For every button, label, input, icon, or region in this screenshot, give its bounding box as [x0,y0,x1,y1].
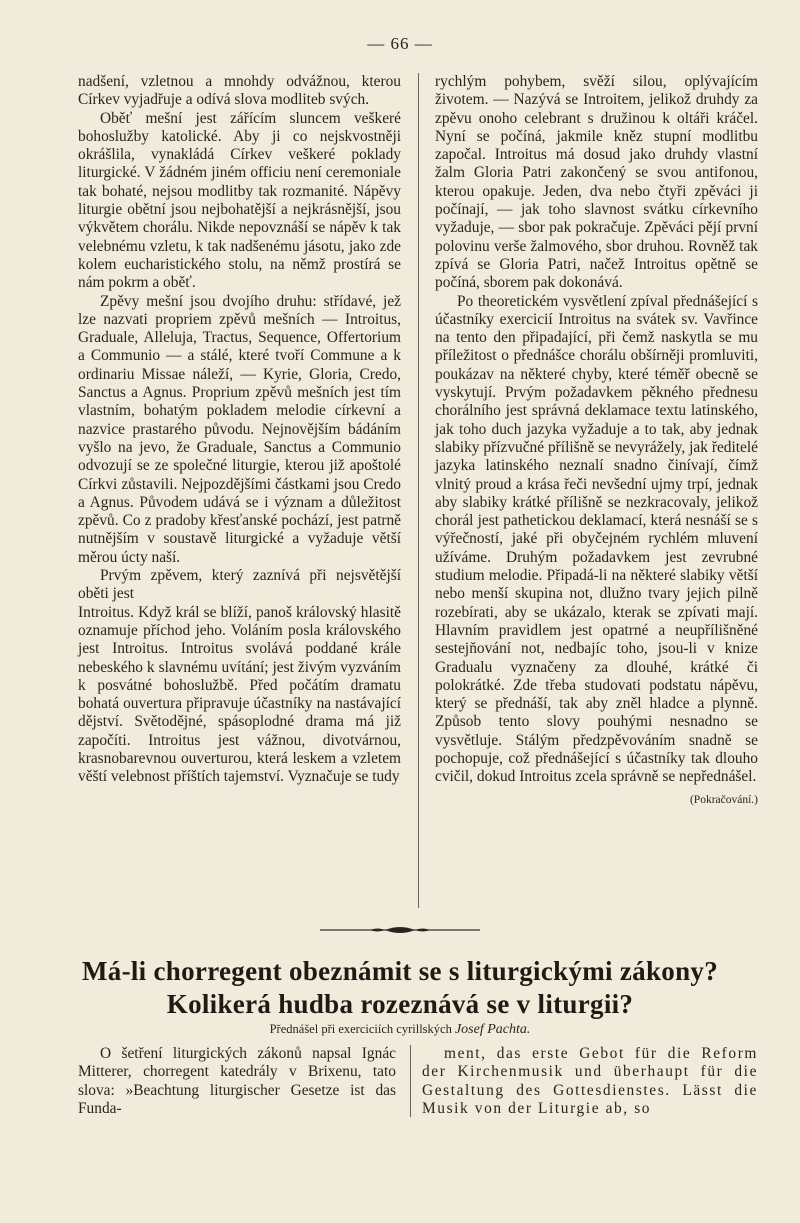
byline [0,1022,800,1038]
ornament-divider [300,925,500,935]
article-title-line1: Má-li chorregent obeznámit se s liturgickými zákony? [81,956,719,986]
page-number: — 66 — [367,34,433,53]
main-columns [78,73,758,809]
article-heading [0,955,800,1021]
paragraph: ment, das erste Gebot für die Reform der Kirchenmusik und überhaupt für die Gestaltung des Gottesdienstes. Lässt die Musik von der Liturgie ab, so [422,1045,758,1117]
left-column [78,73,401,809]
article-title-line2: Kolikerá hudba rozeznává se v liturgii? [166,989,634,1019]
paragraph: rychlým pohybem, svěží silou, oplývajícím životem. — Nazývá se Introitem, jelikož druhdy za zpěvu onoho celebrant s družinou k oltáři kráčel. Nyní se počíná, jakmile kněz stupní modlitbu započal. Introitus má dosud jako druhdy vlastní žalm Gloria Patri zakončený se svou antifonou, kterou opakuje. Jeden, dva nebo čtyři zpěváci ji počínají, — jak toho slavnost svátku církevního vyžaduje, — sbor pak pokračuje. Zpěváci pějí první polovinu verše žalmového, sbor druhou. Rovněž tak zpívá se Gloria Patri, načež Introitus opětně se počíná, sborem pak dokonává. [435,73,758,292]
paragraph: Zpěvy mešní jsou dvojího druhu: střídavé, jež lze nazvati propriem zpěvů mešních — Introitus, Graduale, Alleluja, Tractus, Sequence, Offertorium a Communio — a stálé, které tvoří Commune a k ordinariu Missae náleží, — Kyrie, Gloria, Credo, Sanctus a Agnus. Proprium zpěvů mešních jest tím vlastním, bohatým pokladem melodie církevní a nazvice prastarého původu. Nejnovějším bádáním vyšlo na jevo, že Graduale, Sanctus a Communio odvozují se ze společné liturgie, kterou již apoštolé Církvi zůstavili. Nejpozdějšími částkami jsou Credo a Agnus. Původem udává se i význam a důležitost zpěvů. Co z pradoby křesťanské pochází, jest patrně nutnějším v soustavě liturgické a vyžaduje větší měrou úcty naší. [78,292,401,566]
paragraph: Introitus. Když král se blíží, panoš královský hlasitě oznamuje příchod jeho. Voláním posla královského jest Introitus. Introitus svolává poddané krále nebeského k slavnému uvítání; jest živým vyzváním k posvátné bohoslužbě. Před počátím dramatu bohatá ouvertura připravuje účastníky na nastávající dějství. Světodějné, spásoplodné drama má již započíti. Introitus jest vážnou, divotvárnou, krasnobarevnou ouverturou, která leskem a vzletem věští velebnost příštích tajemství. Vyznačuje se tudy [78,603,401,786]
paragraph: Prvým zpěvem, který zaznívá při nejsvětější oběti jest [78,567,401,603]
byline-author: Josef Pachta. [454,1022,531,1037]
paragraph: Po theoretickém vysvětlení zpíval přednášející s účastníky exercicií Introitus na svátek sv. Vavřince na tento den připadající, při čemž naskytla se mu příležitost o přednášce chorálu obšírněji promluviti, poukázav na některé chyby, které téměř obecně se vyskytují. Prvým požadavkem pěkného přednesu chorálního jest správná deklamace textu latinského, jak toho duch jazyka vyžaduje a to tak, aby jednak slabiky přízvučné přílišně se nevyrážely, jak ředitelé jazyka latinského neznalí snadno činívají, čímž vlnitý proud a krása řeči nevšední ujmy trpí, jednak aby slabiky krátké přílišně se nezkracovaly, jelikož chorál jest pathetickou deklamací, která nesnáší se s výřečností, jaké při obyčejném rychlém mluvení užíváme. Druhým požadavkem jest zevrubné studium melodie. Připadá-li na některé slabiky větší nebo menší skupina not, dlužno tvary jejich pilně rozebírati, aby se ukázalo, kterak se zpívati mají. Hlavním pravidlem jest opatrné a neupřílišněné sestejňování not, nedbajíc toho, jsou-li v knize Gradualu vyznačeny za dlouhé, krátké či polokrátké. Zde třeba studovati podstatu nápěvu, který se přednáší, tak aby zněl hladce a plynně. Způsob tento slovy pouhými nesnadno se vysvětluje. Stálým předzpěvováním snadně se pochopuje, což přednášející s účastníky tak dlouho cvičil, dokud Introitus zcela správně se nepřednášel. [435,292,758,786]
paragraph: Oběť mešní jest zářícím sluncem veškeré bohoslužby katolické. Aby ji co nejskvostněji okrášlila, vynakládá Církev veškeré poklady liturgické. V žádném jiném officiu není ceremoniale tak bohaté, nejsou modlitby tak rozmanité. Nápěvy liturgie obětní jsou nejbohatější a nejkrásnější, jsou výkvětem chorálu. Nikde nepovznáší se nápěv k tak velebnému vzletu, k tak nadšenému jásotu, jako zde kolem eucharistického stolu, na němž prostírá se nám pokrm a oběť. [78,109,401,292]
paragraph: nadšení, vzletnou a mnohdy odvážnou, kterou Církev vyjadřuje a odívá slova modliteb svých. [78,73,401,109]
article-left-column [78,1045,396,1118]
paragraph: O šetření liturgických zákonů napsal Ignác Mitterer, chorregent katedrály v Brixenu, tato slova: »Beachtung liturgischer Gesetze ist das Funda- [78,1045,396,1117]
article-columns [78,1045,758,1118]
continuation-note: (Pokračování.) [689,793,758,806]
right-column [435,73,758,809]
article-right-column [422,1045,758,1118]
byline-prefix: Přednášel při exerciciích cyrillských [269,1022,452,1036]
